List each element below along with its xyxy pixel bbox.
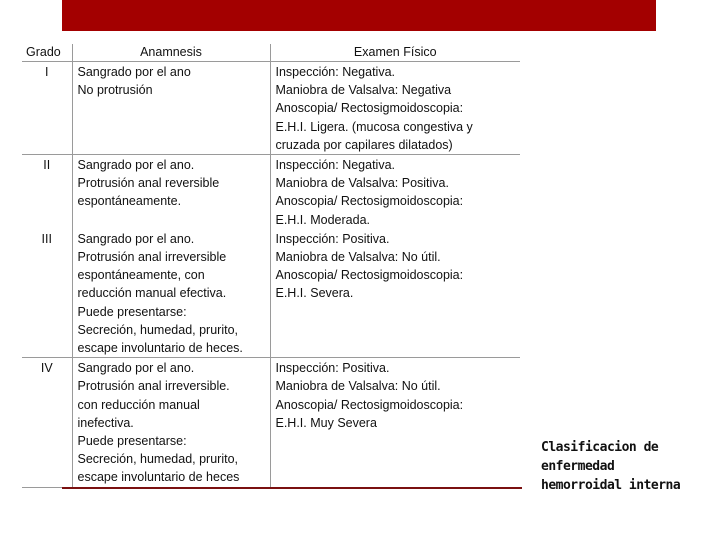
anamnesis-line: con reducción manual <box>77 397 200 412</box>
examen-cell <box>270 155 520 229</box>
anamnesis-cell <box>72 358 270 487</box>
examen-line: Anoscopia/ Rectosigmoidoscopia: <box>275 397 464 412</box>
examen-line: Anoscopia/ Rectosigmoidoscopia: <box>275 194 464 209</box>
anamnesis-line: Sangrado por el ano. <box>77 231 195 246</box>
caption-line: enfermedad <box>541 459 615 474</box>
anamnesis-line: Protrusión anal irreversible. <box>77 379 230 394</box>
grado-cell: I <box>45 65 49 79</box>
anamnesis-line: inefectiva. <box>77 415 134 430</box>
header-grado: Grado <box>22 44 72 62</box>
anamnesis-line: Secreción, humedad, prurito, <box>77 452 239 467</box>
hemorrhoid-grading-table <box>22 44 520 488</box>
examen-line: E.H.I. Moderada. <box>275 212 370 227</box>
examen-cell <box>270 62 520 155</box>
examen-line: Anoscopia/ Rectosigmoidoscopia: <box>275 101 464 116</box>
anamnesis-line: No protrusión <box>77 83 153 98</box>
anamnesis-cell <box>72 155 270 229</box>
examen-line: cruzada por capilares dilatados) <box>275 137 453 152</box>
anamnesis-line: Protrusión anal irreversible <box>77 250 227 265</box>
table-row-grado-3 <box>22 229 520 358</box>
examen-cell <box>270 358 520 487</box>
table-row-grado-4 <box>22 358 520 487</box>
examen-line: Maniobra de Valsalva: No útil. <box>275 379 441 394</box>
anamnesis-line: reducción manual efectiva. <box>77 286 227 301</box>
anamnesis-line: Sangrado por el ano <box>77 65 191 79</box>
examen-line: Maniobra de Valsalva: Positiva. <box>275 176 449 191</box>
anamnesis-line: Protrusión anal reversible <box>77 176 220 191</box>
anamnesis-line: espontáneamente. <box>77 194 182 209</box>
examen-cell <box>270 229 520 358</box>
examen-line: Maniobra de Valsalva: Negativa <box>275 83 452 98</box>
anamnesis-line: espontáneamente, con <box>77 268 205 283</box>
anamnesis-line: Puede presentarse: <box>77 304 187 319</box>
caption-line: Clasificacion de <box>541 440 659 455</box>
grado-cell: II <box>22 155 72 229</box>
bottom-rule-line <box>62 487 522 489</box>
header-anamnesis: Anamnesis <box>72 44 270 62</box>
anamnesis-line: Sangrado por el ano. <box>77 158 195 173</box>
grading-table <box>22 44 520 488</box>
anamnesis-line: Puede presentarse: <box>77 434 187 449</box>
examen-line: Inspección: Negativa. <box>275 65 396 79</box>
title-accent-bar <box>62 0 656 31</box>
header-examen-fisico: Examen Físico <box>270 44 520 62</box>
examen-line: Inspección: Positiva. <box>275 361 390 376</box>
anamnesis-line: Sangrado por el ano. <box>77 361 195 376</box>
examen-line: E.H.I. Severa. <box>275 286 354 301</box>
table-header-row <box>22 44 520 62</box>
examen-line: Inspección: Negativa. <box>275 158 396 173</box>
anamnesis-line: escape involuntario de heces <box>77 470 240 485</box>
anamnesis-line: escape involuntario de heces. <box>77 341 243 356</box>
anamnesis-cell <box>72 229 270 358</box>
anamnesis-cell <box>72 62 270 155</box>
grado-cell: III <box>41 231 52 246</box>
examen-line: E.H.I. Muy Severa <box>275 415 377 430</box>
table-row-grado-1 <box>22 62 520 155</box>
table-row-grado-2 <box>22 155 520 229</box>
examen-line: Inspección: Positiva. <box>275 231 390 246</box>
grado-cell: IV <box>22 358 72 487</box>
examen-line: Maniobra de Valsalva: No útil. <box>275 250 441 265</box>
caption-line: hemorroidal interna <box>541 478 681 493</box>
examen-line: Anoscopia/ Rectosigmoidoscopia: <box>275 268 464 283</box>
examen-line: E.H.I. Ligera. (mucosa congestiva y <box>275 119 473 134</box>
slide-caption <box>541 438 716 495</box>
anamnesis-line: Secreción, humedad, prurito, <box>77 322 239 337</box>
